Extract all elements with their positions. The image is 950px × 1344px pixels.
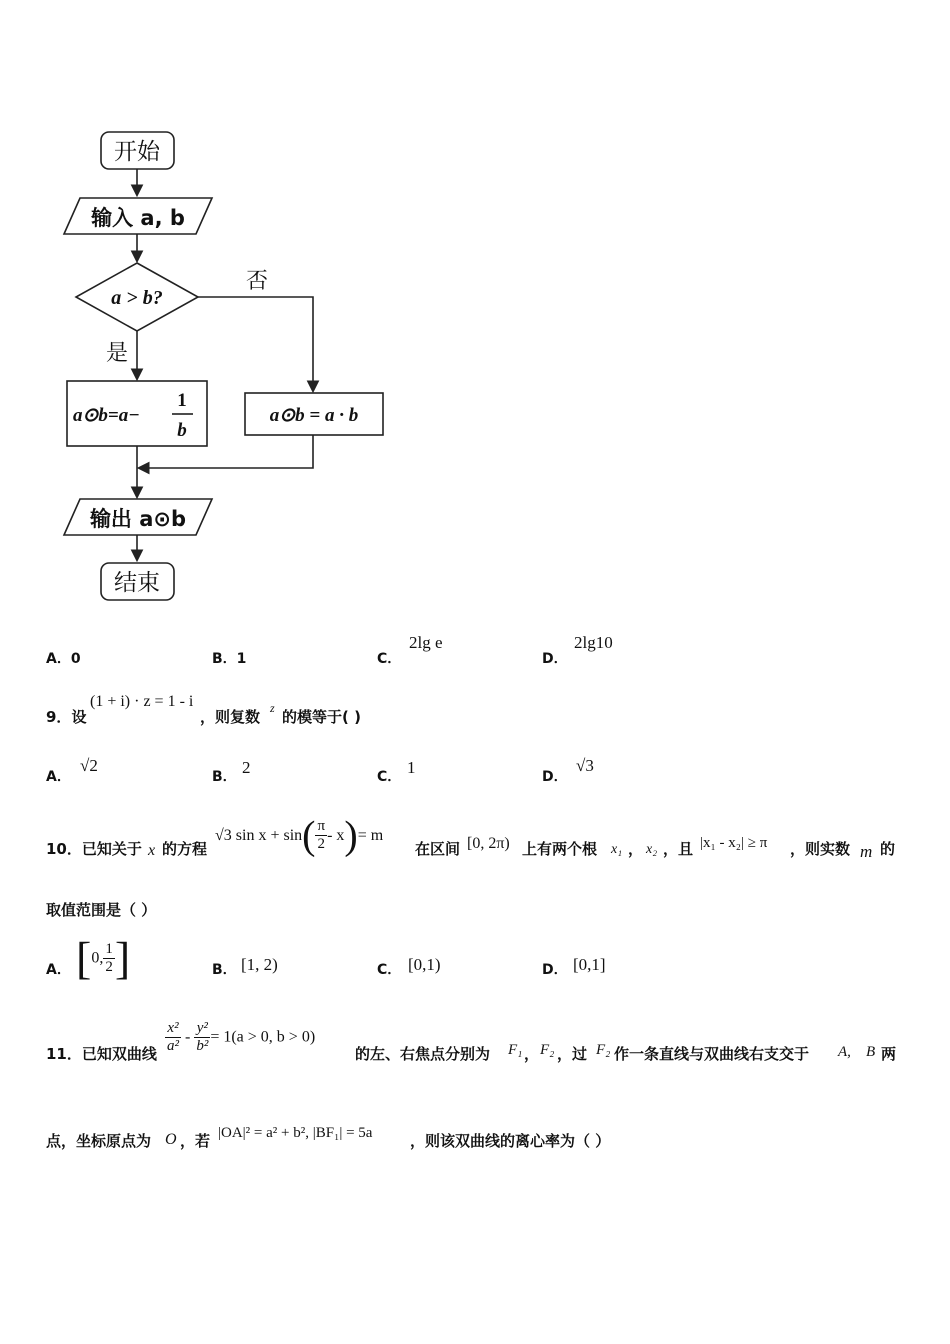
q10-number: 10．	[46, 840, 82, 858]
q10-text3: 在区间	[415, 840, 461, 858]
q10-eq-rparen: )	[344, 812, 358, 858]
q9-stem	[46, 706, 86, 727]
q10-x2: x₂	[646, 842, 658, 857]
yes-label: 是	[105, 341, 129, 366]
q10-eq-frac	[315, 818, 327, 853]
q11-eq-frac-y	[194, 1020, 210, 1055]
q11-text3: ，过	[557, 1045, 588, 1063]
q11-eq-y: y²	[194, 1020, 210, 1038]
q9-text-after: ，则复数	[200, 708, 261, 726]
q10-eq-left: √3 sin x + sin	[215, 827, 303, 844]
q9-option-d	[542, 766, 568, 786]
q10-var-x: x	[148, 842, 156, 859]
q10-option-c-value: [0,1)	[408, 955, 441, 974]
q10-option-b-value: [1, 2)	[241, 955, 278, 974]
yes-process-numerator: 1	[177, 390, 187, 411]
q10-option-d-letter: D．	[542, 962, 568, 978]
q11-stem	[46, 1043, 157, 1064]
q10-option-a-frac	[103, 941, 115, 976]
q8-option-a-value: 0	[70, 651, 81, 667]
q11-line2b: ，若	[180, 1132, 211, 1150]
q10-text7: 的	[880, 840, 896, 858]
input-label: 输入 a, b	[91, 206, 185, 230]
q10-option-c-letter: C．	[377, 962, 402, 978]
yes-process-label: a⊙b=a−	[73, 405, 140, 426]
q9-option-c	[377, 766, 401, 786]
decision-label: a > b?	[111, 287, 163, 309]
q10-stem	[46, 838, 142, 859]
q9-option-a-letter: A．	[46, 769, 71, 785]
q10-var-m: m	[860, 842, 873, 861]
q10-option-d	[542, 959, 568, 979]
q8-option-d-letter: D．	[542, 651, 568, 667]
q9-equation: (1 + i) · z = 1 - i	[90, 693, 194, 710]
q9-option-b-letter: B．	[212, 769, 237, 785]
q10-eq-frac-num: π	[317, 818, 326, 834]
q8-option-a	[46, 648, 81, 668]
q10-option-a	[46, 959, 71, 979]
q11-number: 11．	[46, 1045, 82, 1063]
q10-eq-frac-tail: - x	[327, 827, 345, 844]
q11-text5: 两	[881, 1045, 897, 1063]
q10-option-b	[212, 959, 237, 979]
q8-option-d	[542, 648, 568, 668]
q11-point-b: B	[866, 1044, 876, 1060]
q8-option-a-letter: A．	[46, 651, 71, 667]
q11-f2: F₂	[540, 1042, 555, 1058]
q10-option-a-den: 2	[105, 959, 113, 975]
q11-equation	[165, 1020, 315, 1055]
q8-option-c-letter: C．	[377, 651, 402, 667]
q11-text1: 已知双曲线	[81, 1045, 157, 1063]
q10-eq-right: = m	[357, 827, 384, 844]
q11-origin: O	[165, 1131, 177, 1148]
q11-text2: 的左、右焦点分别为	[355, 1045, 491, 1063]
q11-eq-minus: -	[181, 1028, 195, 1046]
q11-line2a: 点，坐标原点为	[46, 1132, 152, 1150]
q10-line2: 取值范围是（ ）	[46, 901, 157, 919]
q10-text1: 已知关于	[81, 840, 142, 858]
q11-f1: F₁	[508, 1042, 523, 1058]
q8-option-b	[212, 648, 246, 668]
q9-option-a	[46, 766, 71, 786]
q11-point-a: A,	[838, 1044, 851, 1060]
q10-eq-lparen: (	[302, 812, 316, 858]
q9-text-end: 的模等于( )	[282, 708, 361, 726]
q10-option-a-letter: A．	[46, 962, 71, 978]
no-process-label: a⊙b = a · b	[269, 405, 359, 426]
q11-text4: 作一条直线与双曲线右支交于	[614, 1045, 810, 1063]
q10-option-b-letter: B．	[212, 962, 237, 978]
q11-sep: ，	[524, 1045, 540, 1063]
yes-process-denominator: b	[177, 420, 187, 441]
q9-option-b-value: 2	[242, 758, 251, 777]
q9-option-d-value: √3	[576, 756, 594, 775]
q10-option-a-prefix: 0,	[91, 949, 104, 967]
q9-option-d-letter: D．	[542, 769, 568, 785]
q10-equation	[215, 812, 384, 858]
q8-option-b-value: 1	[236, 651, 247, 667]
q11-eq-a: a²	[167, 1038, 179, 1054]
q10-text5: ，且	[663, 840, 694, 858]
q11-eq-rest: = 1(a > 0, b > 0)	[210, 1028, 316, 1046]
flowchart	[0, 0, 420, 620]
q9-option-b	[212, 766, 237, 786]
q9-option-c-value: 1	[407, 758, 416, 777]
output-label: 输出 a⊙b	[89, 507, 187, 531]
q11-eq-x: x²	[165, 1020, 181, 1038]
q9-text-before: 设	[71, 708, 87, 726]
end-label: 结束	[114, 570, 160, 596]
q10-eq-frac-den: 2	[317, 836, 326, 852]
q10-option-c	[377, 959, 401, 979]
no-label: 否	[245, 269, 269, 294]
q10-text4: 上有两个根	[522, 840, 598, 858]
q10-comma: ，	[628, 840, 644, 858]
q10-condition: |x₁ - x₂| ≥ π	[700, 835, 768, 851]
q10-option-a-num: 1	[105, 941, 113, 957]
q11-eq-b: b²	[196, 1038, 209, 1054]
q9-number: 9．	[46, 708, 72, 726]
q9-stem-2	[200, 706, 260, 727]
q11-line2c: ，则该双曲线的离心率为（ ）	[410, 1132, 611, 1150]
q10-text6: ，则实数	[790, 840, 851, 858]
q8-option-b-letter: B．	[212, 651, 237, 667]
q10-option-a-rbracket: ]	[114, 932, 131, 984]
q8-option-d-value: 2lg10	[574, 633, 613, 652]
q10-option-d-value: [0,1]	[573, 955, 606, 974]
q8-option-c	[377, 648, 401, 668]
q9-var-z: z	[270, 701, 275, 715]
arrow-no-branch	[198, 297, 313, 390]
q10-x1: x₁	[611, 842, 623, 857]
q10-option-a-lbracket: [	[76, 932, 92, 984]
q10-text2: 的方程	[162, 840, 208, 858]
q9-option-c-letter: C．	[377, 769, 402, 785]
start-label: 开始	[114, 139, 160, 165]
q11-condition: |OA|² = a² + b², |BF₁| = 5a	[218, 1125, 373, 1141]
q9-option-a-value: √2	[80, 756, 98, 775]
q8-option-c-value: 2lg e	[409, 633, 443, 652]
q10-option-a-value	[76, 934, 130, 983]
q9-stem-3	[282, 706, 361, 727]
q11-f2b: F₂	[596, 1042, 611, 1058]
q10-interval: [0, 2π)	[467, 835, 510, 852]
q11-eq-frac-x	[165, 1020, 181, 1055]
